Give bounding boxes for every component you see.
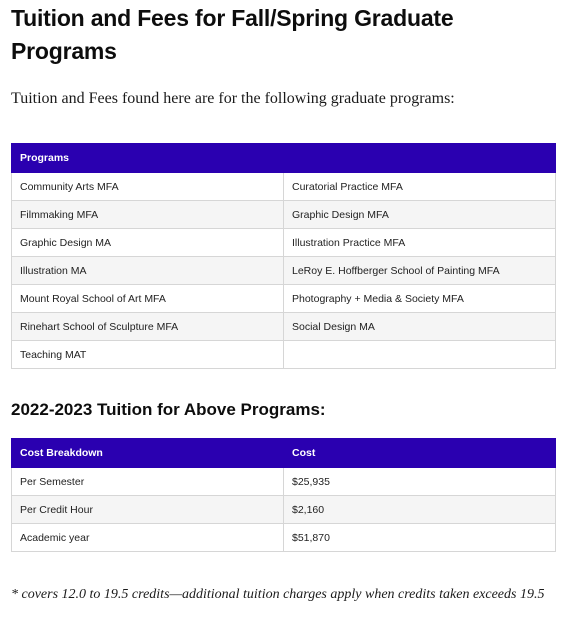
program-cell: Illustration Practice MFA — [284, 229, 556, 257]
page-title: Tuition and Fees for Fall/Spring Graduate Programs — [11, 5, 454, 64]
tuition-heading: 2022-2023 Tuition for Above Programs: — [11, 400, 326, 419]
program-cell: Curatorial Practice MFA — [284, 173, 556, 201]
cost-value-cell: $2,160 — [284, 496, 556, 524]
programs-header: Programs — [12, 144, 556, 173]
program-cell: LeRoy E. Hoffberger School of Painting MFA — [284, 257, 556, 285]
program-cell: Graphic Design MFA — [284, 201, 556, 229]
cost-breakdown-header: Cost Breakdown — [12, 439, 284, 468]
cost-value-cell: $51,870 — [284, 524, 556, 552]
program-cell: Rinehart School of Sculpture MFA — [12, 313, 284, 341]
table-row — [12, 496, 556, 524]
program-cell: Photography + Media & Society MFA — [284, 285, 556, 313]
table-row — [12, 201, 556, 229]
table-row — [12, 257, 556, 285]
program-cell: Illustration MA — [12, 257, 284, 285]
program-cell: Filmmaking MFA — [12, 201, 284, 229]
cost-label-cell: Academic year — [12, 524, 284, 552]
program-cell: Community Arts MFA — [12, 173, 284, 201]
tuition-footnote: * covers 12.0 to 19.5 credits—additional tuition charges apply when credits taken exceeds 19.5 — [11, 587, 545, 602]
program-cell: Teaching MAT — [12, 341, 284, 369]
table-row — [12, 341, 556, 369]
table-row — [12, 285, 556, 313]
table-row — [12, 468, 556, 496]
table-row — [12, 173, 556, 201]
program-cell: Mount Royal School of Art MFA — [12, 285, 284, 313]
table-row — [12, 313, 556, 341]
programs-table — [11, 143, 556, 369]
program-cell — [284, 341, 556, 369]
program-cell: Graphic Design MA — [12, 229, 284, 257]
cost-label-cell: Per Credit Hour — [12, 496, 284, 524]
tuition-table — [11, 438, 556, 552]
program-cell: Social Design MA — [284, 313, 556, 341]
table-row — [12, 229, 556, 257]
table-row — [12, 524, 556, 552]
intro-text: Tuition and Fees found here are for the following graduate programs: — [11, 90, 455, 107]
cost-label-cell: Per Semester — [12, 468, 284, 496]
cost-header: Cost — [284, 439, 556, 468]
cost-value-cell: $25,935 — [284, 468, 556, 496]
